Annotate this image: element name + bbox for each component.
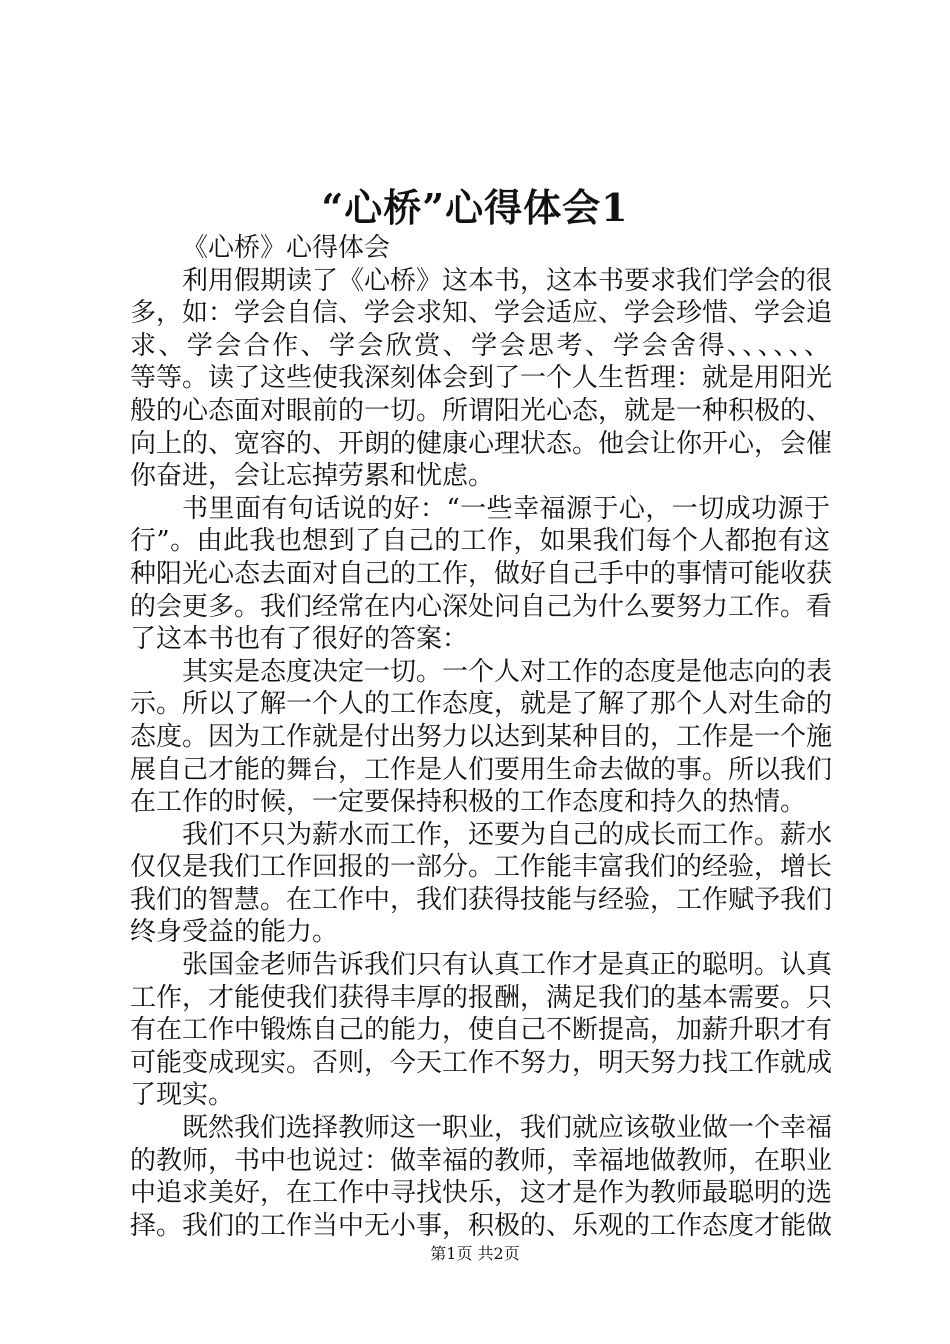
paragraph-2-line: 的会更多。我们经常在内心深处问自己为什么要努力工作。看: [130, 591, 833, 622]
document-body: [130, 232, 833, 1242]
paragraph-1-line: 利用假期读了《心桥》这本书，这本书要求我们学会的很: [182, 265, 833, 296]
subtitle-line: 《心桥》心得体会: [182, 233, 391, 263]
paragraph-5-line: 工作，才能使我们获得丰厚的报酬，满足我们的基本需要。只: [130, 982, 833, 1013]
page-footer: 第1页 共2页: [430, 1244, 520, 1263]
page-title: “心桥”心得体会1: [321, 185, 629, 230]
paragraph-3-line: 其实是态度决定一切。一个人对工作的态度是他志向的表: [182, 656, 833, 687]
paragraph-6-line: 中追求美好，在工作中寻找快乐，这才是作为教师最聪明的选: [130, 1178, 833, 1209]
paragraph-2-line: 了这本书也有了很好的答案：: [130, 624, 469, 655]
paragraph-4-line: 终身受益的能力。: [130, 917, 339, 948]
paragraph-4-line: 我们不只为薪水而工作，还要为自己的成长而工作。薪水: [182, 819, 833, 850]
paragraph-6-line: 择。我们的工作当中无小事，积极的、乐观的工作态度才能做: [130, 1210, 833, 1241]
paragraph-1-line: 求、学会合作、学会欣赏、学会思考、学会舍得、、、、、、: [130, 330, 830, 361]
paragraph-5-line: 张国金老师告诉我们只有认真工作才是真正的聪明。认真: [182, 950, 833, 981]
paragraph-3-line: 态度。因为工作就是付出努力以达到某种目的，工作是一个施: [130, 721, 833, 752]
paragraph-1-line: 向上的、宽容的、开朗的健康心理状态。他会让你开心，会催: [130, 428, 833, 459]
paragraph-3-line: 在工作的时候，一定要保持积极的工作态度和持久的热情。: [130, 787, 807, 818]
paragraph-6-line: 的教师，书中也说过：做幸福的教师，幸福地做教师，在职业: [130, 1145, 833, 1176]
paragraph-5-line: 有在工作中锻炼自己的能力，使自己不断提高，加薪升职才有: [130, 1015, 833, 1046]
paragraph-3-line: 示。所以了解一个人的工作态度，就是了解了那个人对生命的: [130, 689, 833, 720]
paragraph-1-line: 般的心态面对眼前的一切。所谓阳光心态，就是一种积极的、: [130, 395, 833, 426]
paragraph-3-line: 展自己才能的舞台，工作是人们要用生命去做的事。所以我们: [130, 754, 833, 785]
paragraph-2-line: 行”。由此我也想到了自己的工作，如果我们每个人都抱有这: [130, 526, 830, 557]
paragraph-6-line: 既然我们选择教师这一职业，我们就应该敬业做一个幸福: [182, 1113, 833, 1144]
paragraph-2-line: 种阳光心态去面对自己的工作，做好自己手中的事情可能收获: [130, 558, 833, 589]
paragraph-1-line: 等等。读了这些使我深刻体会到了一个人生哲理：就是用阳光: [130, 363, 833, 394]
paragraph-1-line: 多，如：学会自信、学会求知、学会适应、学会珍惜、学会追: [130, 298, 833, 329]
paragraph-1-line: 你奋进，会让忘掉劳累和忧虑。: [130, 461, 495, 492]
paragraph-5-line: 可能变成现实。否则，今天工作不努力，明天努力找工作就成: [130, 1047, 833, 1078]
paragraph-2-line: 书里面有句话说的好：“一些幸福源于心，一切成功源于: [182, 493, 830, 524]
paragraph-4-line: 我们的智慧。在工作中，我们获得技能与经验，工作赋予我们: [130, 884, 833, 915]
paragraph-5-line: 了现实。: [130, 1080, 235, 1111]
paragraph-4-line: 仅仅是我们工作回报的一部分。工作能丰富我们的经验，增长: [130, 852, 833, 883]
